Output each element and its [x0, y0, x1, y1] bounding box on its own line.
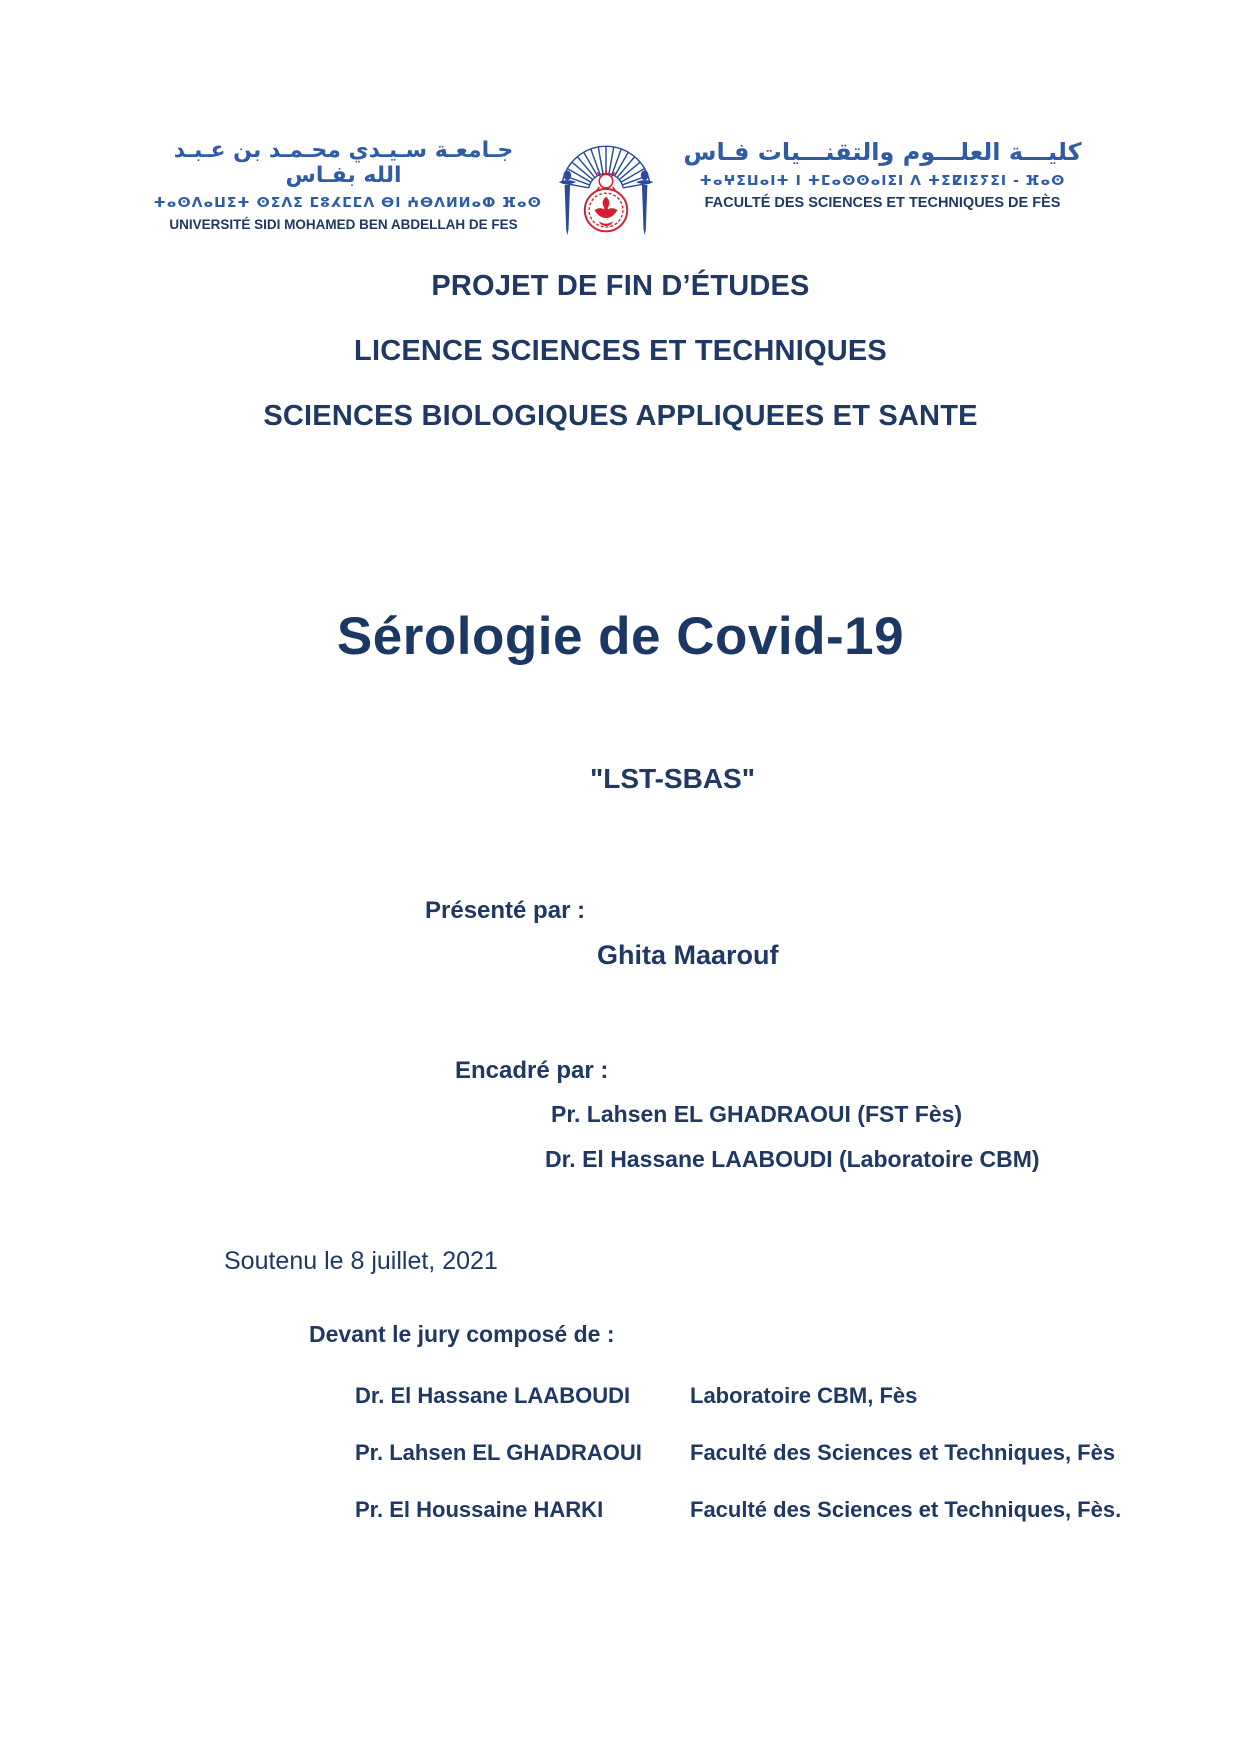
supervisor-2: Dr. El Hassane LAABOUDI (Laboratoire CBM) [545, 1146, 1040, 1172]
faculty-block [678, 126, 1088, 211]
university-name-arabic: جـامعـة سـيـدي محـمـد بن عـبـد الله بفـاس [173, 138, 514, 188]
university-logo-icon [548, 126, 664, 244]
usmba-emblem-icon [548, 126, 664, 244]
jury-table [355, 1383, 1121, 1523]
faculty-name-french: FACULTÉ DES SCIENCES ET TECHNIQUES DE FÈS [704, 195, 1061, 211]
jury-member-affiliation: Laboratoire CBM, Fès [690, 1383, 918, 1408]
university-name-tifinagh: ⵜⴰⵙⴷⴰⵡⵉⵜ ⵙⵉⴷⵉ ⵎⵓⵃⵎⵎⴷ ⴱⵏ ⵄⴱⴷⵍⵍⴰⵀ ⴼⴰⵙ [153, 195, 542, 211]
author-name: Ghita Maarouf [597, 940, 779, 970]
supervisor-1: Pr. Lahsen EL GHADRAOUI (FST Fès) [551, 1101, 963, 1127]
program-line-2: LICENCE SCIENCES ET TECHNIQUES [354, 335, 887, 367]
program-line-1: PROJET DE FIN D’ÉTUDES [431, 270, 810, 302]
jury-member-affiliation: Faculté des Sciences et Techniques, Fès. [690, 1497, 1122, 1522]
document-title: Sérologie de Covid-19 [336, 607, 905, 666]
university-name-french: UNIVERSITÉ SIDI MOHAMED BEN ABDELLAH DE FES [169, 217, 518, 232]
jury-member-name: Dr. El Hassane LAABOUDI [355, 1383, 631, 1408]
header [0, 126, 1241, 244]
jury-label: Devant le jury composé de : [309, 1321, 615, 1347]
university-block [153, 126, 542, 232]
program-headings [0, 270, 1241, 465]
jury-member-name: Pr. El Houssaine HARKI [355, 1497, 604, 1522]
supervised-by-label: Encadré par : [455, 1057, 609, 1084]
faculty-name-tifinagh: ⵜⴰⵖⵉⵡⴰⵏⵜ ⵏ ⵜⵎⴰⵙⵙⴰⵏⵉⵏ ⴷ ⵜⵉⵇⵏⵉⵢⵉⵏ - ⴼⴰⵙ [699, 173, 1066, 189]
jury-member-name: Pr. Lahsen EL GHADRAOUI [355, 1440, 642, 1465]
defense-date: Soutenu le 8 juillet, 2021 [224, 1247, 498, 1275]
program-line-3: SCIENCES BIOLOGIQUES APPLIQUEES ET SANTE [263, 400, 978, 432]
jury-member-affiliation: Faculté des Sciences et Techniques, Fès [690, 1440, 1116, 1465]
document-subtitle: "LST-SBAS" [589, 763, 755, 794]
presented-by-label: Présenté par : [425, 897, 586, 924]
faculty-name-arabic: كليـــة العلـــوم والتقنـــيات فـاس [683, 138, 1082, 166]
